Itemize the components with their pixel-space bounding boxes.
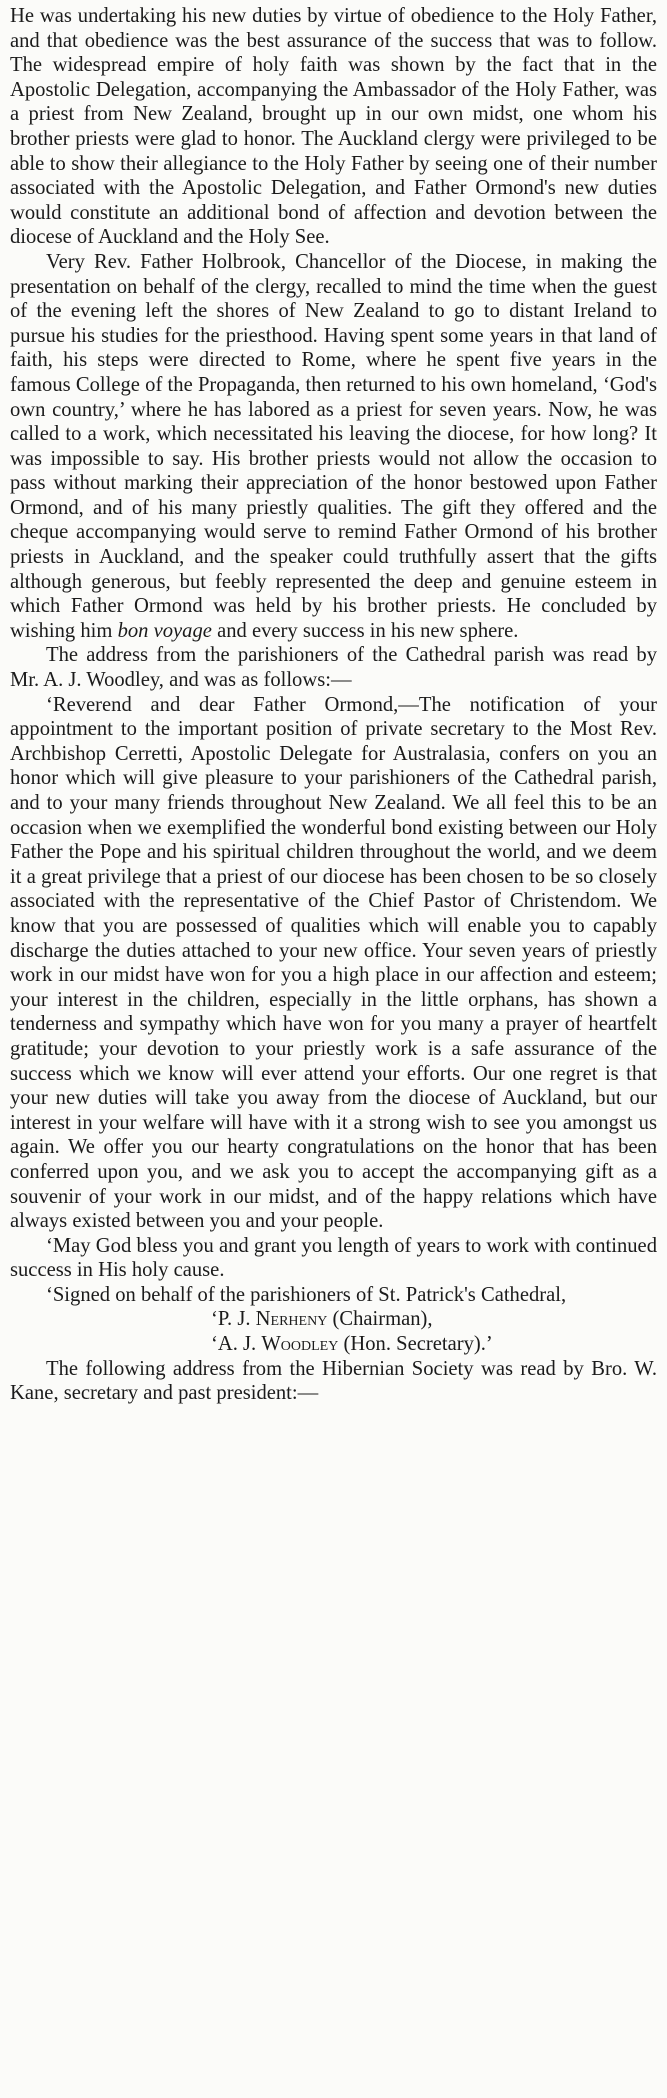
- signature-secretary-initials: ‘A. J.: [211, 1333, 257, 1356]
- paragraph-holbrook-presentation: [10, 250, 657, 644]
- italic-phrase: bon voyage: [117, 619, 212, 642]
- paragraph-obedience: He was undertaking his new duties by virtue of obedience to the Holy Father, and that obedience was the best assurance of the success that was to follow. The widespread empire of holy faith was shown by the fact that in the Apostolic Delegation, accompanying the Ambassador of the Holy Father, was a priest from New Zealand, brought up in our own midst, one whom his brother priests were glad to honor. The Auckland clergy were privileged to be able to show their allegiance to the Holy Father by seeing one of their number associated with the Apostolic Delegation, and Father Ormond's new duties would constitute an additional bond of affection and devotion between the diocese of Auckland and the Holy See.: [10, 5, 657, 249]
- signature-chairman-initials: ‘P. J.: [211, 1308, 251, 1331]
- paragraph-address-body: ‘Reverend and dear Father Ormond,—The notification of your appointment to the important position of private secretary to the Most Rev. Archbishop Cerretti, Apostolic Delegate for Australasia, confers on you an honor which will give pleasure to your parishioners of the Cathedral parish, and to your many friends throughout New Zealand. We all feel this to be an occasion when we exemplified the wonderful bond existing between our Holy Father the Pope and his spiritual children throughout the world, and we deem it a great privilege that a priest of our diocese has been chosen to be so closely associated with the representative of the Chief Pastor of Christendom. We know that you are possessed of qualities which will enable you to capably discharge the duties attached to your new office. Your seven years of priestly work in our midst have won for you a high place in our affection and esteem; your interest in the children, especially in the little orphans, has shown a tenderness and sympathy which have won for you many a prayer of heartfelt gratitude; your devotion to your priestly work is a safe assurance of the success which we know will ever attend your efforts. Our one regret is that your new duties will take you away from the diocese of Auckland, but our interest in your welfare will have with it a strong wish to see you amongst us again. We offer you our hearty congratulations on the honor that has been conferred upon you, and we ask you to accept the accompanying gift as a souvenir of your work in our midst, and of the happy relations which have always existed between you and your people.: [10, 693, 657, 1233]
- signature-secretary: [10, 1332, 657, 1357]
- signature-chairman-name: Nerheny: [255, 1308, 328, 1331]
- signature-chairman-role: (Chairman),: [332, 1308, 433, 1331]
- paragraph-blessing: ‘May God bless you and grant you length of years to work with continued success in His holy cause.: [10, 1234, 657, 1282]
- signature-secretary-name: Woodley: [261, 1333, 339, 1356]
- paragraph-address-intro: The address from the parishioners of the Cathedral parish was read by Mr. A. J. Woodley, and was as follows:—: [10, 644, 657, 692]
- paragraph-holbrook-ending: and every success in his new sphere.: [217, 619, 519, 642]
- paragraph-signed: ‘Signed on behalf of the parishioners of St. Patrick's Cathedral,: [46, 1283, 567, 1306]
- signature-secretary-role: (Hon. Secretary).’: [343, 1333, 493, 1356]
- paragraph-hibernian-intro: The following address from the Hibernian Society was read by Bro. W. Kane, secretary and past president:—: [10, 1357, 657, 1405]
- paragraph-holbrook-text: Very Rev. Father Holbrook, Chancellor of the Diocese, in making the presentation on behalf of the clergy, recalled to mind the time when the guest of the evening left the shores of New Zealand to go to distant Ireland to pursue his studies for the priesthood. Having spent some years in that land of faith, his steps were directed to Rome, where he spent five years in the famous College of the Propaganda, then returned to his own homeland, ‘God's own country,’ where he has labored as a priest for seven years. Now, he was called to a work, which necessitated his leaving the diocese, for how long? It was impossible to say. His brother priests would not allow the occasion to pass without marking their appreciation of the honor bestowed upon Father Ormond, and of his many priestly qualities. The gift they offered and the cheque accompanying would serve to remind Father Ormond of his brother priests in Auckland, and the speaker could truthfully assert that the gifts although generous, but feebly represented the deep and genuine esteem in which Father Ormond was held by his brother priests. He concluded by wishing him: [10, 250, 657, 642]
- signature-chairman: [10, 1307, 657, 1332]
